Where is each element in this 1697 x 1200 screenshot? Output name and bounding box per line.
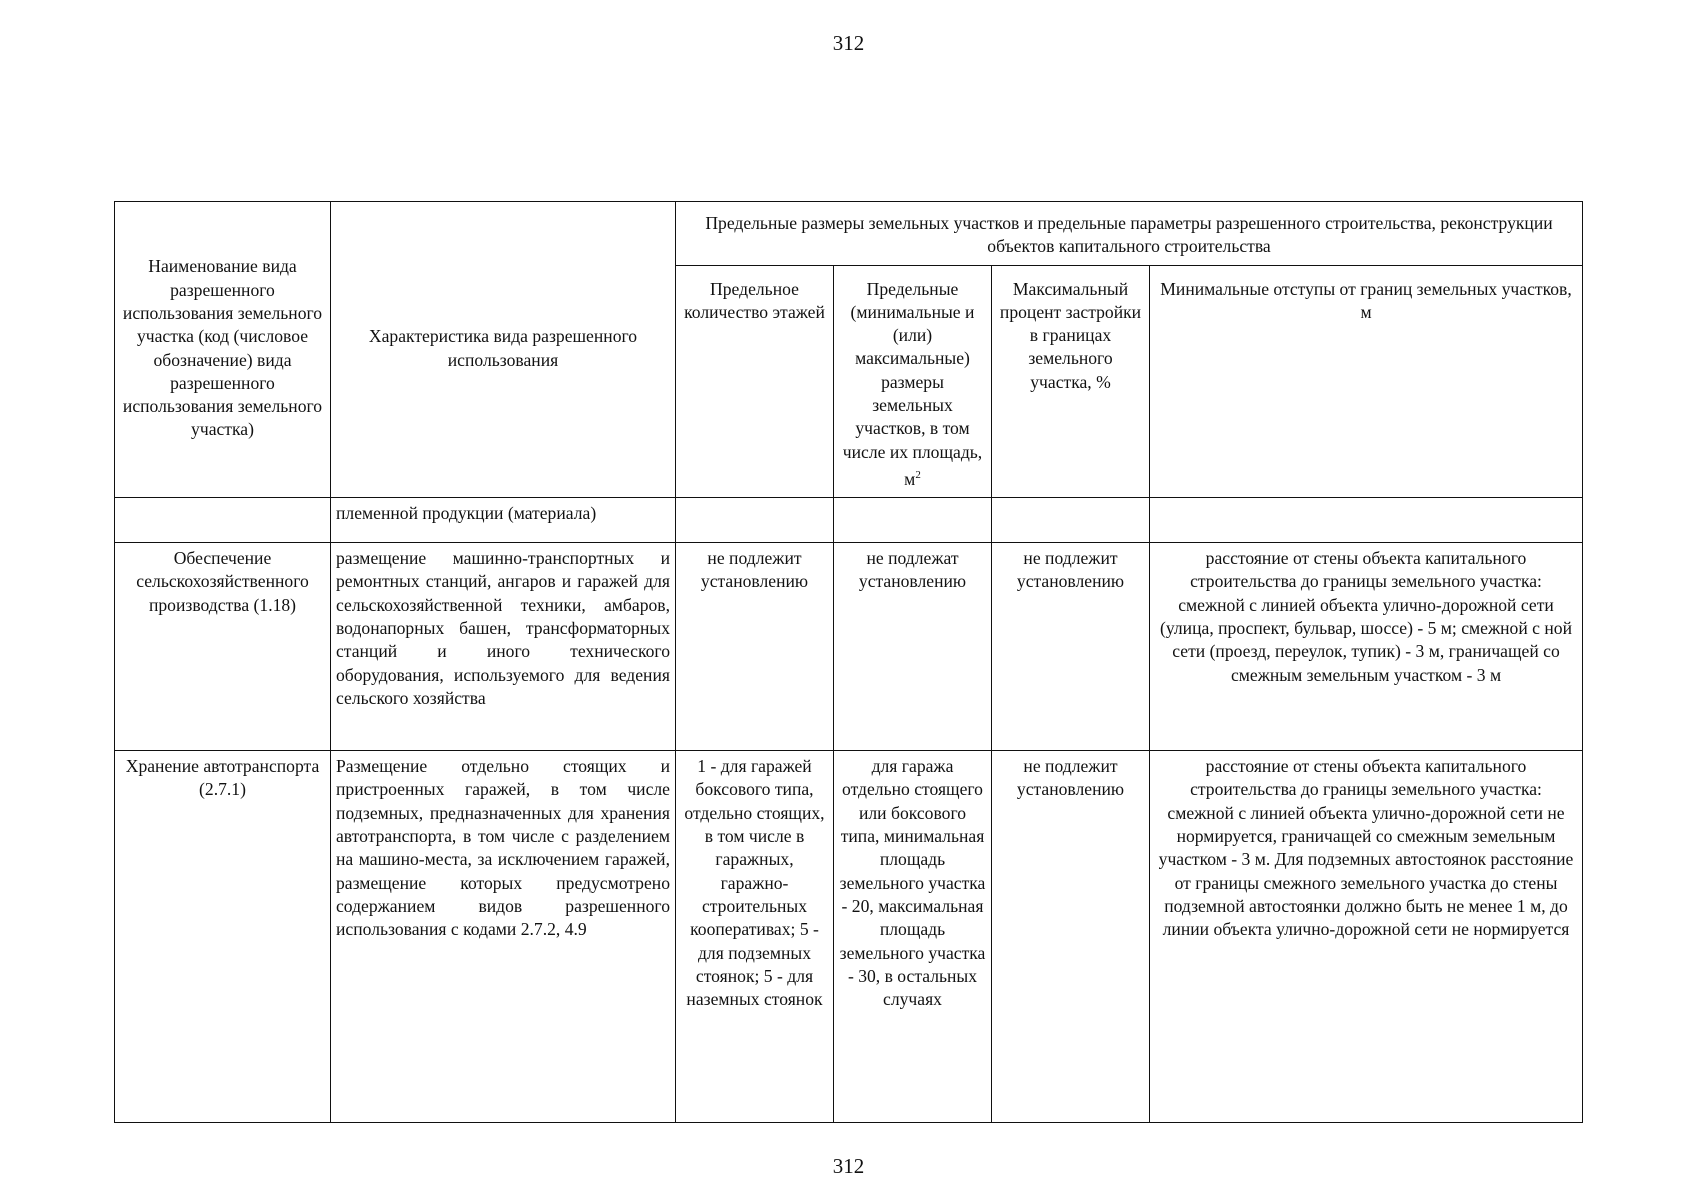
row-sizes-cell (834, 498, 992, 543)
header-floors-cell (676, 265, 834, 498)
row-sizes-cell: не подлежат установлению (834, 543, 992, 751)
table-row (115, 498, 1583, 543)
page-number-top: 312 (832, 31, 865, 55)
header-sizes-superscript: 2 (915, 468, 921, 481)
row-characteristic-cell: племенной продукции (материала) (331, 498, 676, 543)
header-characteristic-text: Характеристика вида разрешенного использования (368, 326, 638, 370)
header-characteristic-cell (331, 202, 676, 498)
header-setbacks-cell (1150, 265, 1583, 498)
row-percent-cell: не подлежит установлению (992, 543, 1150, 751)
header-sizes-text: Предельные (минимальные и (или) максимальные) размеры земельных участков, в том числе их площадь, м (842, 278, 983, 489)
row-setbacks-cell: расстояние от стены объекта капитального строительства до границы земельного участка: смежной с линией объекта улично-дорожной сети (улица, проспект, бульвар, шоссе) - 5 м; смежной с ной сети (проезд, переулок, тупик) - 3 м, граничащей со смежным земельным участком - 3 м (1150, 543, 1583, 751)
row-characteristic-cell: Размещение отдельно стоящих и пристроенных гаражей, в том числе подземных, предназначенных для хранения автотранспорта, в том числе с разделением на машино-места, за исключением гаражей, размещение которых предусмотрено содержанием видов разрешенного использования с кодами 2.7.2, 4.9 (331, 751, 676, 1123)
row-floors-cell (676, 498, 834, 543)
row-floors-cell: 1 - для гаражей боксового типа, отдельно стоящих, в том числе в гаражных, гаражно-строительных кооперативах; 5 - для подземных стоянок; 5 - для наземных стоянок (676, 751, 834, 1123)
header-row-1 (115, 202, 1583, 266)
header-name-cell (115, 202, 331, 498)
header-group-text: Предельные размеры земельных участков и предельные параметры разрешенного строительства, реконструкции объектов капитального строительства (705, 213, 1553, 257)
row-sizes-cell: для гаража отдельно стоящего или боксового типа, минимальная площадь земельного участка - 20, максимальная площадь земельного участка - 30, в остальных случаях (834, 751, 992, 1123)
land-use-table (114, 201, 1583, 1123)
row-characteristic-cell: размещение машинно-транспортных и ремонтных станций, ангаров и гаражей для сельскохозяйственной техники, амбаров, водонапорных башен, трансформаторных станций и иного технического оборудования, используемого для ведения сельского хозяйства (331, 543, 676, 751)
header-percent-text: Максимальный процент застройки в границах земельного участка, % (999, 278, 1142, 392)
header-percent-cell (992, 265, 1150, 498)
row-floors-cell: не подлежит установлению (676, 543, 834, 751)
header-sizes-cell (834, 265, 992, 498)
row-name-cell (115, 498, 331, 543)
table-row (115, 543, 1583, 751)
row-setbacks-cell (1150, 498, 1583, 543)
header-setbacks-text: Минимальные отступы от границ земельных участков, м (1160, 278, 1572, 322)
table-row (115, 751, 1583, 1123)
page-number-bottom: 312 (832, 1154, 865, 1178)
row-percent-cell (992, 498, 1150, 543)
row-name-cell: Хранение автотранспорта (2.7.1) (115, 751, 331, 1123)
header-name-text: Наименование вида разрешенного использования земельного участка (код (числовое обозначение) вида разрешенного использования земельного участка) (122, 256, 323, 440)
header-group-cell (676, 202, 1583, 266)
row-setbacks-cell: расстояние от стены объекта капитального строительства до границы земельного участка: смежной с линией объекта улично-дорожной сети не нормируется, граничащей со смежным земельным участком - 3 м. Для подземных автостоянок расстояние от границы смежного земельного участка до стены подземной автостоянки должно быть не менее 1 м, до линии объекта улично-дорожной сети не нормируется (1150, 751, 1583, 1123)
header-floors-text: Предельное количество этажей (684, 278, 825, 322)
row-percent-cell: не подлежит установлению (992, 751, 1150, 1123)
row-name-cell: Обеспечение сельскохозяйственного производства (1.18) (115, 543, 331, 751)
